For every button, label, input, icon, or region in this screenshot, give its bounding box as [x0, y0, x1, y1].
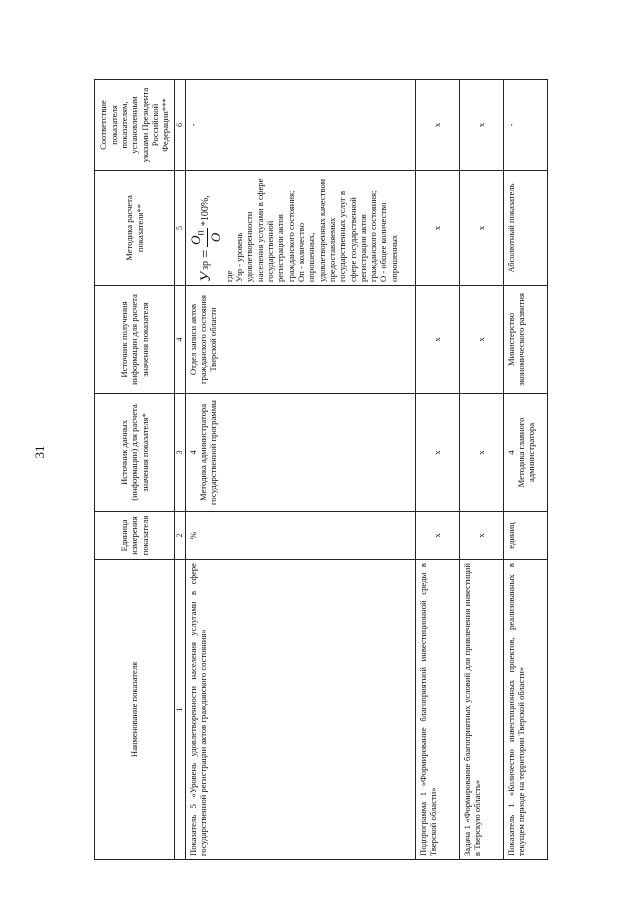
- header-method: Методика расчета показателя**: [95, 171, 175, 286]
- cell-x: х: [415, 286, 459, 394]
- table-row: [459, 80, 503, 860]
- indicator-name: Показатель 1 «Количество инвестиционных проектов, реализованных в текущем периоде на территории Тверской области»: [503, 560, 547, 860]
- method-formula: [188, 174, 224, 282]
- formula-fraction: [188, 228, 224, 247]
- header-info-source: Источник получения информации для расчета значения показателя: [95, 286, 175, 394]
- cell-x: х: [459, 394, 503, 512]
- indicators-table: [94, 79, 548, 860]
- indicator-name: Показатель 5 «Уровень удовлетворенности населения услугами в сфере государственной регистрации актов гражданского состояния»: [185, 560, 415, 860]
- indicator-data-source: [503, 394, 547, 512]
- col-num: 2: [175, 512, 186, 560]
- cell-x: х: [415, 394, 459, 512]
- table-row: [185, 80, 415, 860]
- formula-tail: *100%,: [199, 195, 211, 227]
- col-num: 5: [175, 171, 186, 286]
- header-unit: Единица измерения показателя: [95, 512, 175, 560]
- indicator-unit: %: [185, 512, 415, 560]
- formula-eq: =: [197, 248, 214, 259]
- indicator-decree: -: [185, 80, 415, 171]
- page-number: 31: [32, 445, 47, 459]
- cell-x: х: [459, 512, 503, 560]
- indicator-method: [185, 171, 415, 286]
- indicator-unit: единиц: [503, 512, 547, 560]
- formula-num-sub: п: [195, 230, 207, 236]
- indicator-info-source: Министерство экономического развития: [503, 286, 547, 394]
- rotated-table-page: [94, 80, 614, 860]
- indicator-info-source: Отдел записи актов гражданского состояния Тверской области: [185, 286, 415, 394]
- col-num: 1: [175, 560, 186, 860]
- cell-x: х: [415, 171, 459, 286]
- cell-x: х: [459, 286, 503, 394]
- cell-x: х: [459, 80, 503, 171]
- header-decree: Соответствие показателя показателям, установленным указами Президента Российской Федерации***: [95, 80, 175, 171]
- header-row: [95, 80, 175, 860]
- cell-x: х: [415, 80, 459, 171]
- method-line: где: [223, 270, 234, 282]
- task-name: Задача 1 «Формирование благоприятных условий для привлечения инвестиций в Тверскую область»: [459, 560, 503, 860]
- method-line: Узр - уровень удовлетворенности населения услугами в сфере государственной регистрации актов гражданского состояния;: [234, 178, 296, 282]
- table-row: [503, 80, 547, 860]
- indicator-decree: -: [503, 80, 547, 171]
- subprogram-name: Подпрограмма 1 «Формирование благоприятной инвестиционной среды в Тверской области»: [415, 560, 459, 860]
- source-num: 4: [505, 450, 516, 455]
- col-num: 4: [175, 286, 186, 394]
- formula-num: О: [187, 235, 203, 245]
- indicator-method: Абсолютный показатель: [503, 171, 547, 286]
- col-num: 6: [175, 80, 186, 171]
- formula-den: О: [208, 232, 224, 243]
- source-num: 4: [187, 450, 198, 455]
- column-numbers-row: [175, 80, 186, 860]
- source-text: Методика главного администратора: [515, 417, 537, 488]
- formula-lhs: У: [197, 271, 214, 282]
- cell-x: х: [459, 171, 503, 286]
- header-name: Наименование показателя: [95, 560, 175, 860]
- header-data-source: Источник данных (информации) для расчета значения показателя*: [95, 394, 175, 512]
- cell-x: х: [415, 512, 459, 560]
- table-row: [415, 80, 459, 860]
- method-line: Оп - количество опрошенных, удовлетворенных качеством предоставляемых государственных услуг в сфере государственной регистрации актов гражданского состояния;: [295, 178, 379, 282]
- col-num: 3: [175, 394, 186, 512]
- formula-lhs-sub: зр: [199, 260, 211, 270]
- method-line: О - общее количество опрошенных: [378, 202, 399, 282]
- indicator-data-source: [185, 394, 415, 512]
- source-text: Методика администратора государственной программы: [197, 400, 219, 505]
